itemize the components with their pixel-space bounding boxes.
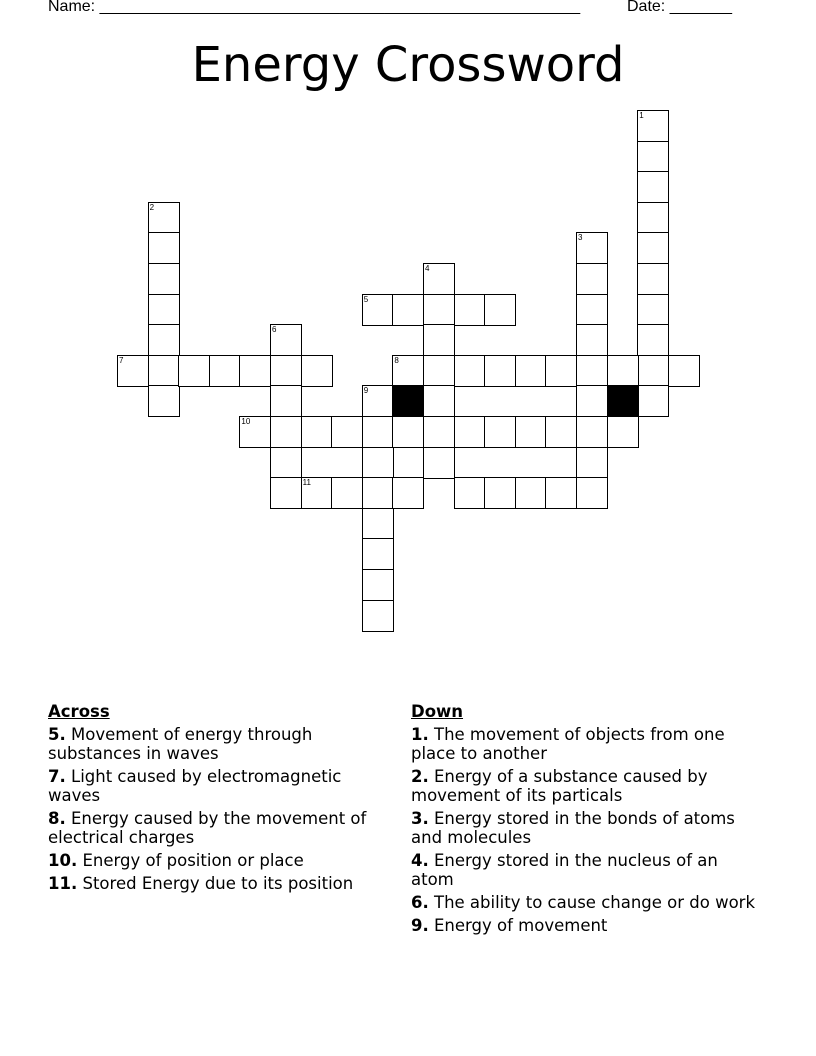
crossword-cell[interactable] bbox=[331, 477, 363, 509]
crossword-cell[interactable] bbox=[239, 355, 271, 387]
crossword-cell[interactable] bbox=[637, 171, 669, 203]
crossword-cell[interactable] bbox=[423, 263, 455, 295]
clue-number: 4. bbox=[411, 851, 429, 870]
crossword-cell[interactable] bbox=[270, 355, 302, 387]
down-clues bbox=[411, 702, 756, 939]
crossword-cell[interactable] bbox=[454, 477, 486, 509]
crossword-cell[interactable] bbox=[270, 447, 302, 479]
clue-number-label: 9 bbox=[363, 386, 369, 396]
crossword-cell[interactable] bbox=[484, 416, 516, 448]
crossword-cell[interactable] bbox=[576, 355, 608, 387]
clue-text: Light caused by electromagnetic waves bbox=[48, 767, 342, 805]
crossword-cell[interactable] bbox=[454, 416, 486, 448]
clue-number-label: 6 bbox=[272, 325, 277, 335]
crossword-cell[interactable] bbox=[270, 477, 302, 509]
crossword-cell[interactable] bbox=[362, 477, 394, 509]
crossword-cell[interactable] bbox=[637, 202, 669, 234]
across-heading: Across bbox=[48, 702, 110, 721]
clue-number-label: 3 bbox=[578, 233, 583, 243]
crossword-cell[interactable] bbox=[270, 416, 302, 448]
clue-number: 9. bbox=[411, 916, 429, 935]
crossword-cell[interactable] bbox=[545, 355, 577, 387]
crossword-cell[interactable] bbox=[362, 538, 394, 570]
name-line: Name: ______________________________________________________ bbox=[48, 0, 581, 15]
crossword-cell[interactable] bbox=[515, 477, 547, 509]
clue-down-9 bbox=[411, 916, 756, 935]
clue-number: 1. bbox=[411, 725, 429, 744]
crossword-cell[interactable] bbox=[576, 447, 608, 479]
clue-number: 7. bbox=[48, 767, 66, 786]
crossword-cell[interactable] bbox=[576, 477, 608, 509]
crossword-cell[interactable] bbox=[148, 232, 180, 264]
clue-down-6 bbox=[411, 893, 756, 912]
black-square bbox=[392, 385, 424, 417]
crossword-cell[interactable] bbox=[270, 385, 302, 417]
black-square bbox=[607, 385, 639, 417]
crossword-cell[interactable] bbox=[637, 385, 669, 417]
crossword-cell[interactable] bbox=[576, 324, 608, 356]
across-clues bbox=[48, 702, 393, 897]
crossword-cell[interactable] bbox=[423, 385, 455, 417]
crossword-cell[interactable] bbox=[392, 294, 424, 326]
crossword-cell[interactable] bbox=[576, 232, 608, 264]
crossword-cell[interactable] bbox=[637, 294, 669, 326]
date-line: Date: _______ bbox=[627, 0, 732, 15]
clue-number: 6. bbox=[411, 893, 429, 912]
crossword-cell[interactable] bbox=[484, 294, 516, 326]
crossword-cell[interactable] bbox=[545, 477, 577, 509]
clue-number: 3. bbox=[411, 809, 429, 828]
crossword-cell[interactable] bbox=[515, 416, 547, 448]
clue-text: The movement of objects from one place to another bbox=[411, 725, 725, 763]
crossword-cell[interactable] bbox=[576, 385, 608, 417]
crossword-cell[interactable] bbox=[148, 355, 180, 387]
crossword-cell[interactable] bbox=[423, 355, 455, 387]
crossword-cell[interactable] bbox=[637, 232, 669, 264]
crossword-cell[interactable] bbox=[576, 294, 608, 326]
crossword-cell[interactable] bbox=[301, 477, 333, 509]
crossword-cell[interactable] bbox=[637, 263, 669, 295]
crossword-cell[interactable] bbox=[423, 294, 455, 326]
crossword-cell[interactable] bbox=[545, 416, 577, 448]
crossword-cell[interactable] bbox=[148, 385, 180, 417]
crossword-cell[interactable] bbox=[148, 263, 180, 295]
clue-text: Energy of movement bbox=[434, 916, 608, 935]
crossword-cell[interactable] bbox=[270, 324, 302, 356]
clue-text: Energy of position or place bbox=[82, 851, 304, 870]
crossword-cell[interactable] bbox=[576, 263, 608, 295]
clue-text: The ability to cause change or do work bbox=[434, 893, 756, 912]
crossword-cell[interactable] bbox=[454, 294, 486, 326]
clue-number-label: 5 bbox=[363, 294, 369, 304]
clue-number-label: 11 bbox=[302, 478, 311, 488]
clue-number: 11. bbox=[48, 874, 78, 893]
page-title: Energy Crossword bbox=[191, 37, 625, 93]
clue-number: 10. bbox=[48, 851, 78, 870]
clue-across-10 bbox=[48, 851, 393, 870]
crossword-cell[interactable] bbox=[637, 141, 669, 173]
crossword-cell[interactable] bbox=[637, 355, 669, 387]
crossword-cell[interactable] bbox=[515, 355, 547, 387]
clue-across-11 bbox=[48, 874, 393, 893]
clue-number-label: 2 bbox=[149, 202, 155, 212]
crossword-cell[interactable] bbox=[178, 355, 210, 387]
clue-down-1 bbox=[411, 725, 756, 763]
clue-text: Energy of a substance caused by movement of its particals bbox=[411, 767, 708, 805]
clue-across-8 bbox=[48, 809, 393, 847]
clue-number: 5. bbox=[48, 725, 66, 744]
crossword-cell[interactable] bbox=[301, 355, 333, 387]
crossword-cell[interactable] bbox=[637, 324, 669, 356]
crossword-cell[interactable] bbox=[607, 416, 639, 448]
clue-across-7 bbox=[48, 767, 393, 805]
crossword-cell[interactable] bbox=[637, 110, 669, 142]
clue-number: 2. bbox=[411, 767, 429, 786]
crossword-cell[interactable] bbox=[362, 600, 394, 632]
clue-number-label: 7 bbox=[119, 355, 124, 365]
down-heading: Down bbox=[411, 702, 464, 721]
crossword-cell[interactable] bbox=[668, 355, 700, 387]
clue-number: 8. bbox=[48, 809, 66, 828]
crossword-cell[interactable] bbox=[301, 416, 333, 448]
crossword-cell[interactable] bbox=[423, 447, 455, 479]
crossword-cell[interactable] bbox=[362, 508, 394, 540]
crossword-cell[interactable] bbox=[392, 477, 424, 509]
crossword-cell[interactable] bbox=[148, 202, 180, 234]
crossword-cell[interactable] bbox=[148, 294, 180, 326]
clue-number-label: 4 bbox=[425, 264, 430, 273]
clue-number-label: 8 bbox=[394, 355, 399, 365]
crossword-cell[interactable] bbox=[423, 416, 455, 448]
crossword-cell[interactable] bbox=[148, 324, 180, 356]
clue-text: Energy caused by the movement of electrical charges bbox=[48, 809, 367, 847]
crossword-cell[interactable] bbox=[209, 355, 241, 387]
clue-number-label: 1 bbox=[639, 111, 644, 120]
clue-text: Movement of energy through substances in waves bbox=[48, 725, 313, 763]
crossword-cell[interactable] bbox=[362, 416, 394, 448]
clue-text: Energy stored in the nucleus of an atom bbox=[411, 851, 718, 889]
crossword-cell[interactable] bbox=[331, 416, 363, 448]
crossword-cell[interactable] bbox=[392, 355, 424, 387]
crossword-cell[interactable] bbox=[423, 324, 455, 356]
crossword-cell[interactable] bbox=[362, 447, 394, 479]
crossword-cell[interactable] bbox=[576, 416, 608, 448]
clue-number-label: 10 bbox=[241, 417, 251, 426]
crossword-cell[interactable] bbox=[117, 355, 149, 387]
crossword-cell[interactable] bbox=[239, 416, 271, 448]
clue-across-5 bbox=[48, 725, 393, 763]
clue-down-3 bbox=[411, 809, 756, 847]
clue-down-2 bbox=[411, 767, 756, 805]
crossword-cell[interactable] bbox=[484, 355, 516, 387]
crossword-cell[interactable] bbox=[362, 569, 394, 601]
crossword-cell[interactable] bbox=[484, 477, 516, 509]
crossword-cell[interactable] bbox=[454, 355, 486, 387]
clue-down-4 bbox=[411, 851, 756, 889]
clue-text: Stored Energy due to its position bbox=[82, 874, 354, 893]
crossword-cell[interactable] bbox=[362, 294, 394, 326]
crossword-cell[interactable] bbox=[607, 355, 639, 387]
crossword-cell[interactable] bbox=[362, 385, 394, 417]
crossword-cell[interactable] bbox=[392, 416, 424, 448]
clue-text: Energy stored in the bonds of atoms and molecules bbox=[411, 809, 735, 847]
